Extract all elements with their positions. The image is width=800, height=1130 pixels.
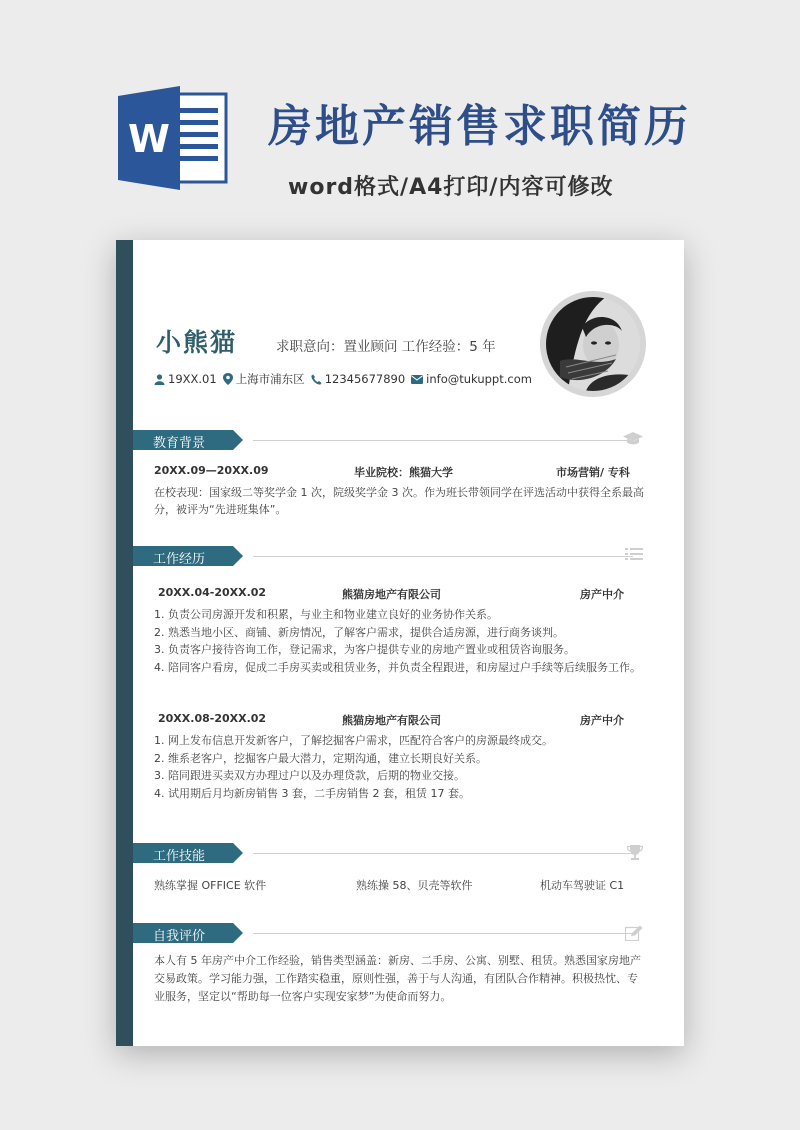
- list-item: 4. 陪同客户看房，促成二手房买卖或租赁业务，并负责全程跟进，和房屋过户手续等后续服务工作。: [154, 660, 641, 674]
- graduation-cap-icon: [623, 432, 643, 446]
- job-2-date: 20XX.08-20XX.02: [158, 712, 267, 725]
- list-item: 2. 维系老客户，挖掘客户最大潜力，定期沟通，建立长期良好关系。: [154, 751, 487, 765]
- education-major: 市场营销/ 专科: [556, 466, 630, 479]
- email-icon: [411, 375, 423, 384]
- page-subtitle: word格式/A4打印/内容可修改: [288, 175, 614, 200]
- edit-icon: [625, 925, 643, 941]
- self-eval-text: 本人有 5 年房产中介工作经验，销售类型涵盖：新房、二手房、公寓、别墅、租赁。熟悉国家房地产交易政策。学习能力强，工作踏实稳重，原则性强，善于与人沟通，有团队合作精神。积极热忱、专业服务，坚定以“帮助每一位客户实现安家梦”为使命而努力。: [154, 954, 641, 1003]
- section-divider: [253, 440, 633, 441]
- word-logo-icon: [118, 86, 230, 190]
- contact-email: info@tukuppt.com: [426, 372, 532, 386]
- list-item: 2. 熟悉当地小区、商铺、新房情况，了解客户需求，提供合适房源，进行商务谈判。: [154, 625, 564, 639]
- page-title: 房地产销售求职简历: [268, 101, 691, 152]
- skill-item: 机动车驾驶证 C1: [540, 879, 625, 892]
- job-1-role: 房产中介: [580, 588, 624, 601]
- section-tag: [133, 546, 233, 566]
- trophy-icon: [627, 845, 643, 860]
- section-title: 教育背景: [153, 436, 206, 451]
- list-item: 3. 负责客户接待咨询工作，登记需求，为客户提供专业的房地产置业或租赁咨询服务。: [154, 643, 575, 656]
- list-item: 1. 负责公司房源开发和积累，与业主和物业建立良好的业务协作关系。: [154, 608, 498, 621]
- location-pin-icon: [223, 373, 233, 385]
- job-1-company: 熊猫房地产有限公司: [342, 588, 441, 601]
- profile-photo: [546, 297, 640, 391]
- section-tag: [133, 843, 233, 863]
- contact-birth: 19XX.01: [168, 372, 217, 386]
- skill-item: 熟练操 58、贝壳等软件: [356, 879, 473, 892]
- job-2-company: 熊猫房地产有限公司: [342, 714, 441, 727]
- education-school: 毕业院校：熊猫大学: [354, 466, 453, 479]
- job-1-date: 20XX.04-20XX.02: [158, 586, 267, 599]
- section-self-eval-header: [133, 923, 663, 943]
- section-tag: [133, 923, 233, 943]
- section-work-header: [133, 546, 663, 566]
- list-item: 4. 试用期后月均新房销售 3 套，二手房销售 2 套，租赁 17 套。: [154, 786, 470, 800]
- job-1-duties: [154, 606, 641, 676]
- section-divider: [253, 853, 633, 854]
- section-skills-header: [133, 843, 663, 863]
- list-item: 1. 网上发布信息开发新客户，了解挖掘客户需求，匹配符合客户的房源最终成交。: [154, 734, 553, 747]
- candidate-name: 小熊猫: [156, 328, 238, 357]
- contact-location: 上海市浦东区: [235, 372, 305, 386]
- section-divider: [253, 556, 633, 557]
- education-detail: 在校表现：国家级二等奖学金 1 次，院级奖学金 3 次。作为班长带领同学在评选活动中获得全系最高分，被评为“先进班集体”。: [154, 486, 644, 516]
- section-title: 自我评价: [153, 929, 206, 944]
- section-title: 工作技能: [153, 849, 206, 864]
- word-logo-letter: W: [128, 117, 170, 161]
- education-date: 20XX.09—20XX.09: [154, 464, 269, 477]
- list-icon: [625, 548, 643, 560]
- skill-item: 熟练掌握 OFFICE 软件: [154, 879, 267, 892]
- list-item: 3. 陪同跟进买卖双方办理过户以及办理贷款，后期的物业交接。: [154, 769, 465, 782]
- section-divider: [253, 933, 633, 934]
- resume-sheet: [116, 240, 684, 1046]
- job-2-duties: [154, 732, 553, 802]
- person-icon: [154, 374, 165, 385]
- contact-info: [154, 371, 538, 387]
- section-tag: [133, 430, 233, 450]
- job-2-role: 房产中介: [580, 714, 624, 727]
- side-bar: [116, 240, 133, 1046]
- job-intent: 求职意向：置业顾问 工作经验：5 年: [276, 339, 496, 355]
- phone-icon: [311, 374, 322, 385]
- section-title: 工作经历: [153, 552, 206, 567]
- contact-phone: 12345677890: [324, 372, 406, 386]
- section-education-header: [133, 430, 663, 450]
